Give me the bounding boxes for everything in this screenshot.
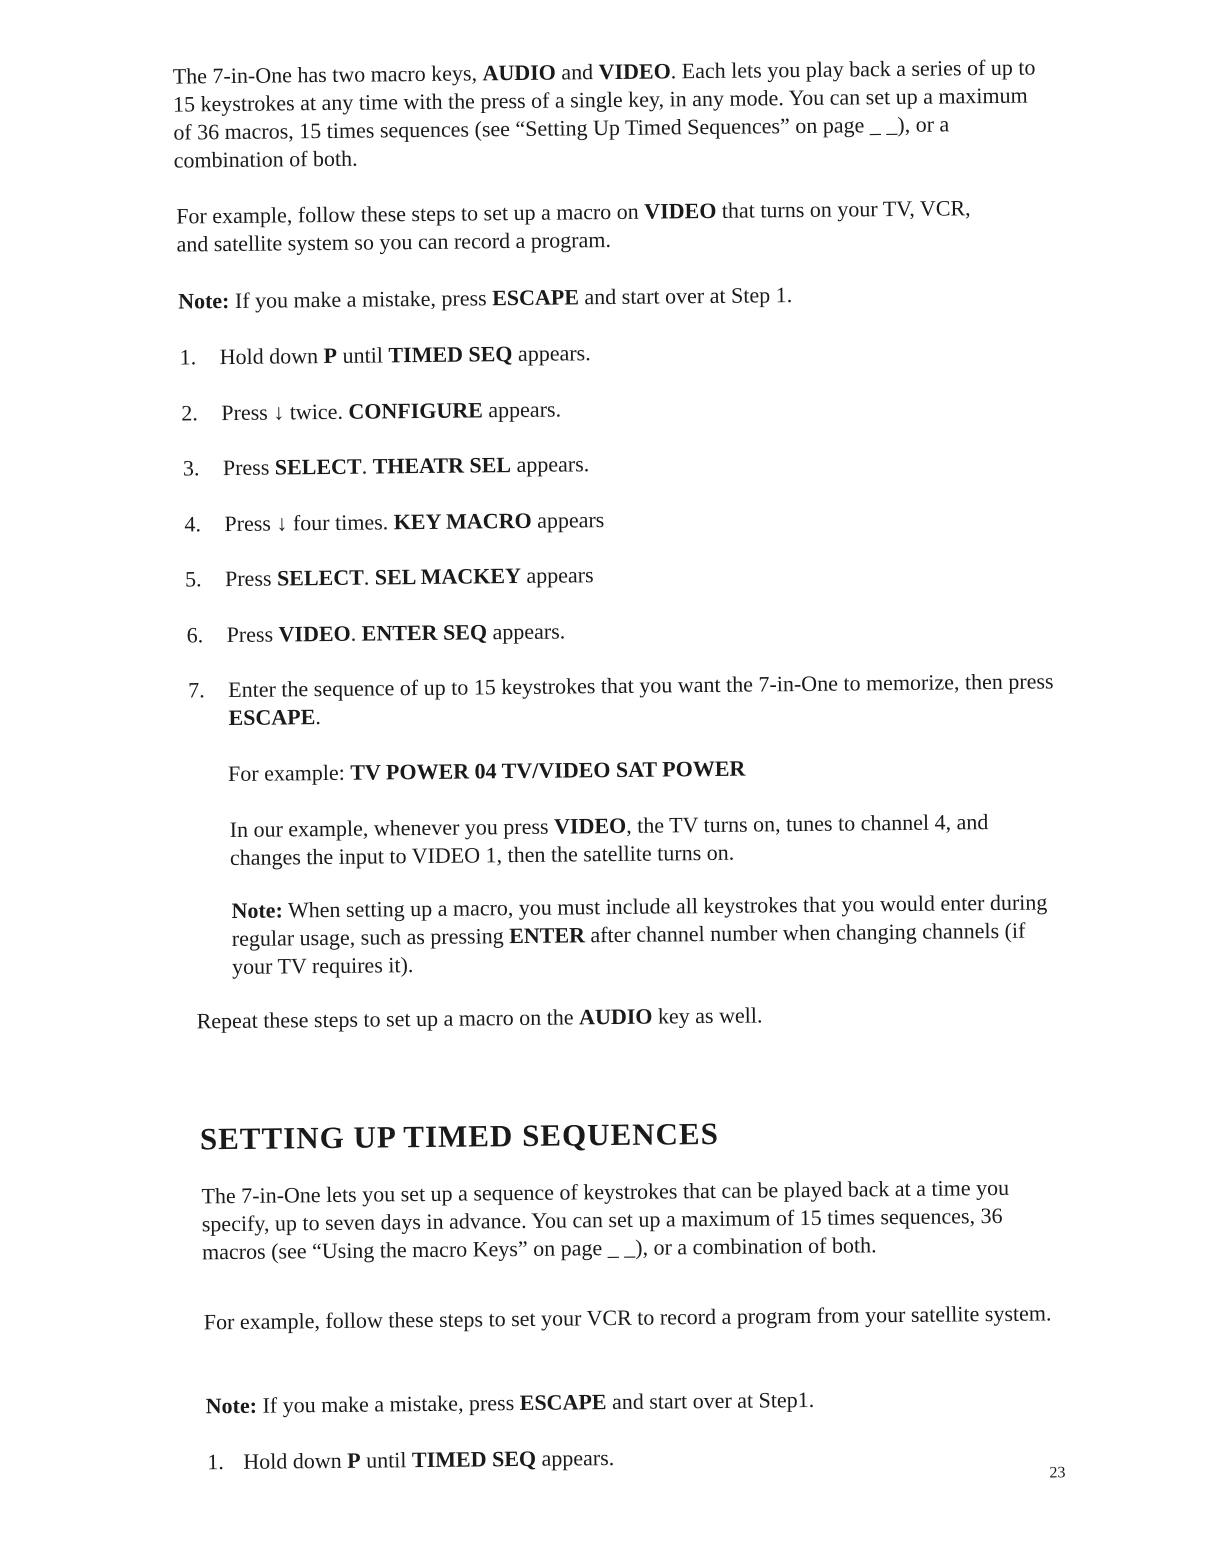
note-1-label: Note: xyxy=(177,288,230,314)
step-6 xyxy=(186,612,1066,649)
step-7-text-2: . xyxy=(315,704,321,730)
step-7-key-1: ESCAPE xyxy=(228,704,316,731)
timed-step-1-text-2: until xyxy=(360,1447,413,1473)
step-1-number: 1. xyxy=(179,344,197,370)
timed-step-1 xyxy=(207,1439,1087,1476)
note-1-key-escape: ESCAPE xyxy=(491,284,580,311)
note-3-text-1: If you make a mistake, press xyxy=(256,1390,520,1418)
step-5-text-2: . xyxy=(363,564,375,590)
step-3-key-1: SELECT xyxy=(274,453,362,480)
step-1-text-2: until xyxy=(336,342,389,368)
step-6-key-2: ENTER SEQ xyxy=(361,619,488,646)
step-1-key-2: TIMED SEQ xyxy=(388,341,513,368)
step-2-text-2: appears. xyxy=(482,396,562,423)
section-title: SETTING UP TIMED SEQUENCES xyxy=(199,1115,720,1157)
intro-text-3: . Each lets you play back a series of up to 15 keystrokes at any time with the press of a single key, in any mode. You can set up a maximum of 36 macros, 15 times sequences (see “Setting Up Timed Sequences” on page _ _), or a combination of both. xyxy=(172,54,1036,173)
intro-paragraph xyxy=(173,53,1044,174)
example-text-2: that turns on your TV, VCR, and satellite system so you can record a program. xyxy=(176,195,971,257)
step-4-number: 4. xyxy=(184,511,202,537)
step-6-number: 6. xyxy=(186,622,204,648)
step-6-key-1: VIDEO xyxy=(278,620,351,647)
note-1-text-2: and start over at Step 1. xyxy=(578,282,793,310)
example-key-video: VIDEO xyxy=(644,197,717,224)
note-2-key-enter: ENTER xyxy=(509,922,586,949)
step-5-key-2: SEL MACKEY xyxy=(374,562,522,590)
step-1-key-1: P xyxy=(323,342,338,369)
note-2-text-1: When setting up a macro, you must include all keystrokes that you would enter during regular usage, such as pressing xyxy=(231,889,1048,952)
step-6-text-3: appears. xyxy=(486,618,566,645)
note-1 xyxy=(178,278,1058,315)
step-3-text-2: . xyxy=(361,453,373,479)
step-4-text-2: appears xyxy=(531,507,605,533)
in-example-text-2: , the TV turns on, tunes to channel 4, and changes the input to VIDEO 1, then the satellite turns on. xyxy=(229,809,989,871)
for-example-line xyxy=(228,751,1048,788)
intro-key-video: VIDEO xyxy=(598,58,671,85)
for-example-text: For example: xyxy=(227,759,351,787)
step-5-text-3: appears xyxy=(520,562,594,588)
step-6-text-1: Press xyxy=(226,621,279,648)
note-3 xyxy=(206,1383,1086,1420)
step-3-text-3: appears. xyxy=(510,451,590,478)
note-2-text-2: after channel number when changing channels (if your TV requires it). xyxy=(231,917,1026,980)
note-3-label: Note: xyxy=(205,1392,258,1419)
step-2-text-1: Press ↓ twice. xyxy=(221,398,349,426)
intro-text-1: The 7-in-One has two macro keys, xyxy=(172,60,483,89)
timed-step-1-text-3: appears. xyxy=(535,1445,615,1471)
in-example-text-1: In our example, whenever you press xyxy=(229,813,555,843)
timed-intro-paragraph: The 7-in-One lets you set up a sequence of keystrokes that can be played back at a time you specify, up to seven days in advance. You can set up a maximum of 15 times sequences, 36 macros (see “Using the macro Keys” on page _ _), or a combination of both. xyxy=(201,1174,1010,1265)
step-2 xyxy=(181,390,1061,427)
step-1-text-1: Hold down xyxy=(219,343,324,370)
step-6-text-2: . xyxy=(350,620,362,646)
intro-key-audio: AUDIO xyxy=(482,59,556,86)
step-1 xyxy=(180,334,1060,371)
step-7-text-1: Enter the sequence of up to 15 keystrokes that you want the 7-in-One to memorize, then press xyxy=(228,668,1054,703)
note-3-text-2: and start over at Step1. xyxy=(606,1386,815,1415)
for-example-keys: TV POWER 04 TV/VIDEO SAT POWER xyxy=(350,755,746,785)
repeat-key-audio: AUDIO xyxy=(578,1003,653,1030)
step-4 xyxy=(184,501,1064,538)
step-1-text-3: appears. xyxy=(512,340,591,367)
timed-step-1-key-1: P xyxy=(347,1447,361,1473)
intro-text-2: and xyxy=(555,59,599,85)
page-number: 23 xyxy=(1049,1464,1066,1482)
note-1-text-1: If you make a mistake, press xyxy=(229,285,493,314)
step-3-number: 3. xyxy=(182,455,200,481)
timed-example-paragraph: For example, follow these steps to set your VCR to record a program from your satellite system. xyxy=(203,1300,1052,1335)
example-paragraph xyxy=(176,194,1007,259)
repeat-text-2: key as well. xyxy=(652,1002,763,1029)
step-7 xyxy=(188,667,1079,732)
step-3-text-1: Press xyxy=(222,454,275,481)
note-3-key-escape: ESCAPE xyxy=(519,1389,607,1416)
step-4-key-1: KEY MACRO xyxy=(393,507,532,535)
timed-step-1-number: 1. xyxy=(207,1449,224,1475)
in-example-paragraph xyxy=(230,808,1041,872)
note-2 xyxy=(231,888,1062,981)
step-5-text-1: Press xyxy=(224,565,278,592)
step-5 xyxy=(185,556,1065,593)
note-2-label: Note: xyxy=(231,897,283,924)
step-2-key-1: CONFIGURE xyxy=(348,397,483,424)
step-2-number: 2. xyxy=(181,400,198,426)
step-4-text-1: Press ↓ four times. xyxy=(224,509,394,537)
timed-step-1-key-2: TIMED SEQ xyxy=(411,1445,537,1473)
in-example-key-video: VIDEO xyxy=(553,812,627,839)
example-text-1: For example, follow these steps to set up a macro on xyxy=(176,198,645,229)
timed-step-1-text-1: Hold down xyxy=(243,1447,348,1474)
step-5-key-1: SELECT xyxy=(276,564,364,591)
repeat-text-1: Repeat these steps to set up a macro on the xyxy=(196,1004,580,1034)
repeat-paragraph xyxy=(197,998,1057,1035)
step-3-key-2: THEATR SEL xyxy=(372,452,512,479)
step-7-number: 7. xyxy=(188,677,205,703)
step-3 xyxy=(183,445,1063,482)
step-5-number: 5. xyxy=(184,566,202,592)
